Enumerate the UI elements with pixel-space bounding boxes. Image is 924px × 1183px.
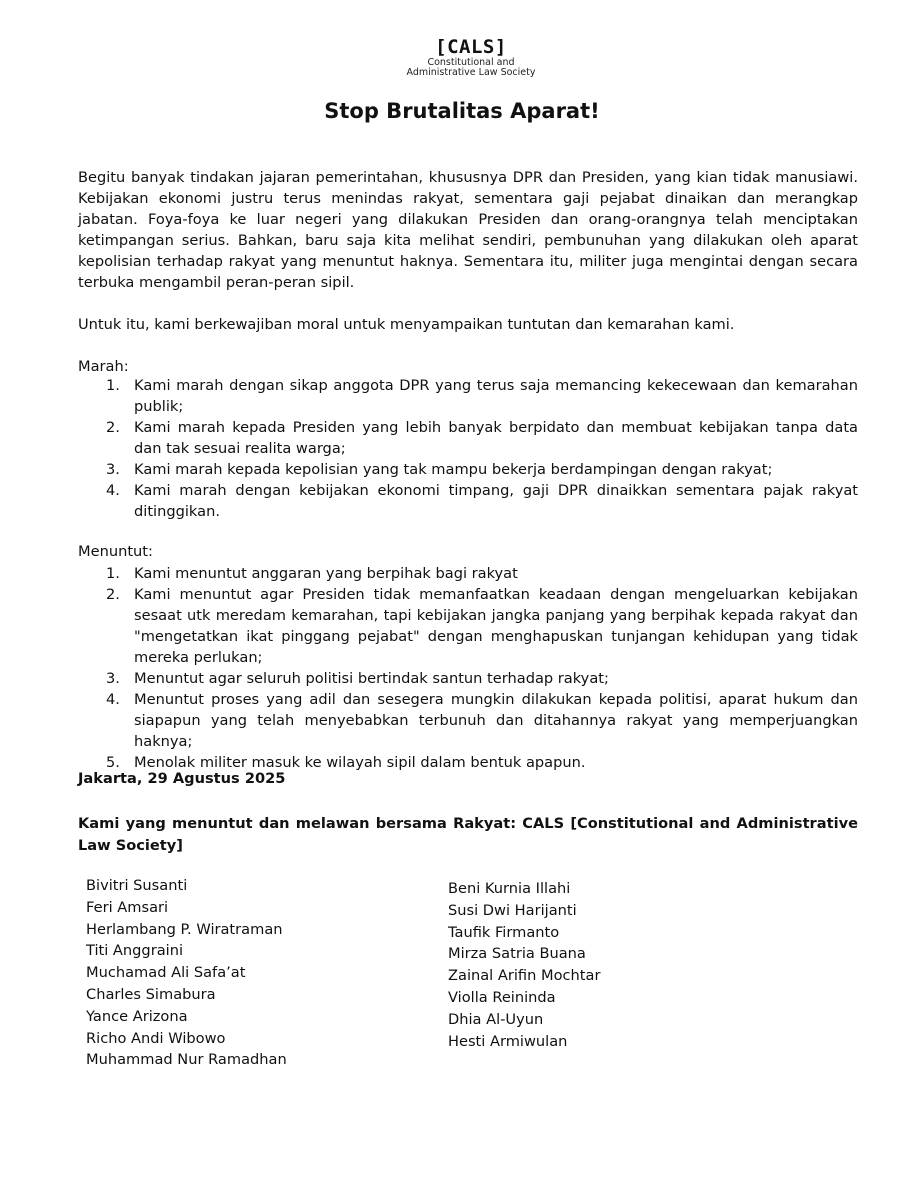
marah-item (78, 417, 858, 459)
item-text: Menuntut agar seluruh politisi bertindak santun terhadap rakyat; (134, 670, 609, 687)
menuntut-item (78, 668, 858, 689)
signatory-name: Taufik Firmanto (448, 923, 560, 941)
item-number: 4. (106, 691, 120, 708)
marah-item (78, 480, 858, 522)
marah-list (78, 375, 858, 522)
moral-paragraph: Untuk itu, kami berkewajiban moral untuk menyampaikan tuntutan dan kemarahan kami. (78, 316, 735, 333)
signatory-name: Violla Reininda (448, 988, 556, 1006)
item-text: Kami marah dengan sikap anggota DPR yang terus saja memancing kekecewaan dan kemarahan publik; (134, 377, 858, 415)
signatory-name: Titi Anggraini (86, 942, 183, 960)
item-text: Kami menuntut agar Presiden tidak memanfaatkan keadaan dengan mengeluarkan kebijakan sesaat utk meredam kemarahan, tapi kebijakan jangka panjang yang berpihak kepada rakyat dan "mengetatkan ikat pinggang pejabat" dengan menghapuskan tunjangan kehidupan yang tidak mereka perlukan; (134, 586, 858, 666)
menuntut-item (78, 689, 858, 752)
signatory-name: Yance Arizona (86, 1007, 188, 1025)
menuntut-item (78, 584, 858, 668)
item-number: 3. (106, 461, 120, 478)
menuntut-label: Menuntut: (78, 543, 153, 560)
signatory-name: Charles Simabura (86, 985, 216, 1003)
item-number: 3. (106, 670, 120, 687)
item-text: Kami menuntut anggaran yang berpihak bagi rakyat (134, 565, 518, 582)
signatory-name: Muchamad Ali Safa’at (86, 964, 246, 982)
signatory-name: Feri Amsari (86, 898, 169, 916)
menuntut-list (78, 563, 858, 773)
signatory-name: Herlambang P. Wiratraman (86, 920, 283, 938)
item-text: Menolak militer masuk ke wilayah sipil dalam bentuk apapun. (134, 754, 586, 771)
item-number: 5. (106, 754, 120, 771)
item-text: Kami marah dengan kebijakan ekonomi timpang, gaji DPR dinaikkan sementara pajak rakyat ditinggikan. (134, 482, 858, 520)
marah-label: Marah: (78, 358, 129, 375)
signatories-right (448, 878, 600, 1052)
logo-subtitle-line2: Administrative Law Society (406, 67, 536, 78)
menuntut-item (78, 563, 858, 584)
marah-item (78, 375, 858, 417)
document-title: Stop Brutalitas Aparat! (324, 99, 600, 123)
signatory-intro: Kami yang menuntut dan melawan bersama Rakyat: CALS [Constitutional and Administrative Law Society] (78, 815, 858, 854)
signatory-name: Beni Kurnia Illahi (448, 880, 571, 897)
signatories-left (86, 875, 287, 1071)
cals-logo (0, 36, 924, 78)
signatory-name: Susi Dwi Harijanti (448, 901, 577, 919)
signatory-name: Muhammad Nur Ramadhan (86, 1051, 287, 1069)
intro-paragraph: Begitu banyak tindakan jajaran pemerintahan, khususnya DPR dan Presiden, yang kian tidak manusiawi. Kebijakan ekonomi justru terus menindas rakyat, sementara gaji pejabat dinaikan dan merangkap jabatan. Foya-foya ke luar negeri yang dilakukan Presiden dan orang-orangnya telah menciptakan ketimpangan serius. Bahkan, baru saja kita melihat sendiri, pembunuhan yang dilakukan oleh aparat kepolisian terhadap rakyat yang menuntut haknya. Sementara itu, militer juga mengintai dengan secara terbuka mengambil peran-peran sipil. (78, 169, 858, 291)
item-text: Menuntut proses yang adil dan sesegera mungkin dilakukan kepada politisi, aparat hukum dan siapapun yang telah menyebabkan terbunuh dan ditahannya rakyat yang memperjuangkan haknya; (134, 691, 858, 750)
item-text: Kami marah kepada kepolisian yang tak mampu bekerja berdampingan dengan rakyat; (134, 461, 773, 478)
item-number: 1. (106, 377, 120, 394)
item-number: 2. (106, 586, 120, 603)
marah-item (78, 459, 858, 480)
item-number: 1. (106, 565, 120, 582)
signatory-name: Richo Andi Wibowo (86, 1029, 226, 1047)
logo-mark: [CALS] (435, 36, 507, 58)
item-text: Kami marah kepada Presiden yang lebih banyak berpidato dan membuat kebijakan tanpa data dan tak sesuai realita warga; (134, 419, 858, 457)
signatory-name: Bivitri Susanti (86, 877, 188, 894)
logo-subtitle-line1: Constitutional and (427, 57, 515, 68)
signatory-name: Dhia Al-Uyun (448, 1010, 544, 1028)
date-line: Jakarta, 29 Agustus 2025 (78, 770, 286, 787)
signatory-name: Zainal Arifin Mochtar (448, 967, 601, 985)
item-number: 2. (106, 419, 120, 436)
signatory-name: Mirza Satria Buana (448, 945, 586, 963)
signatory-name: Hesti Armiwulan (448, 1032, 568, 1050)
item-number: 4. (106, 482, 120, 499)
